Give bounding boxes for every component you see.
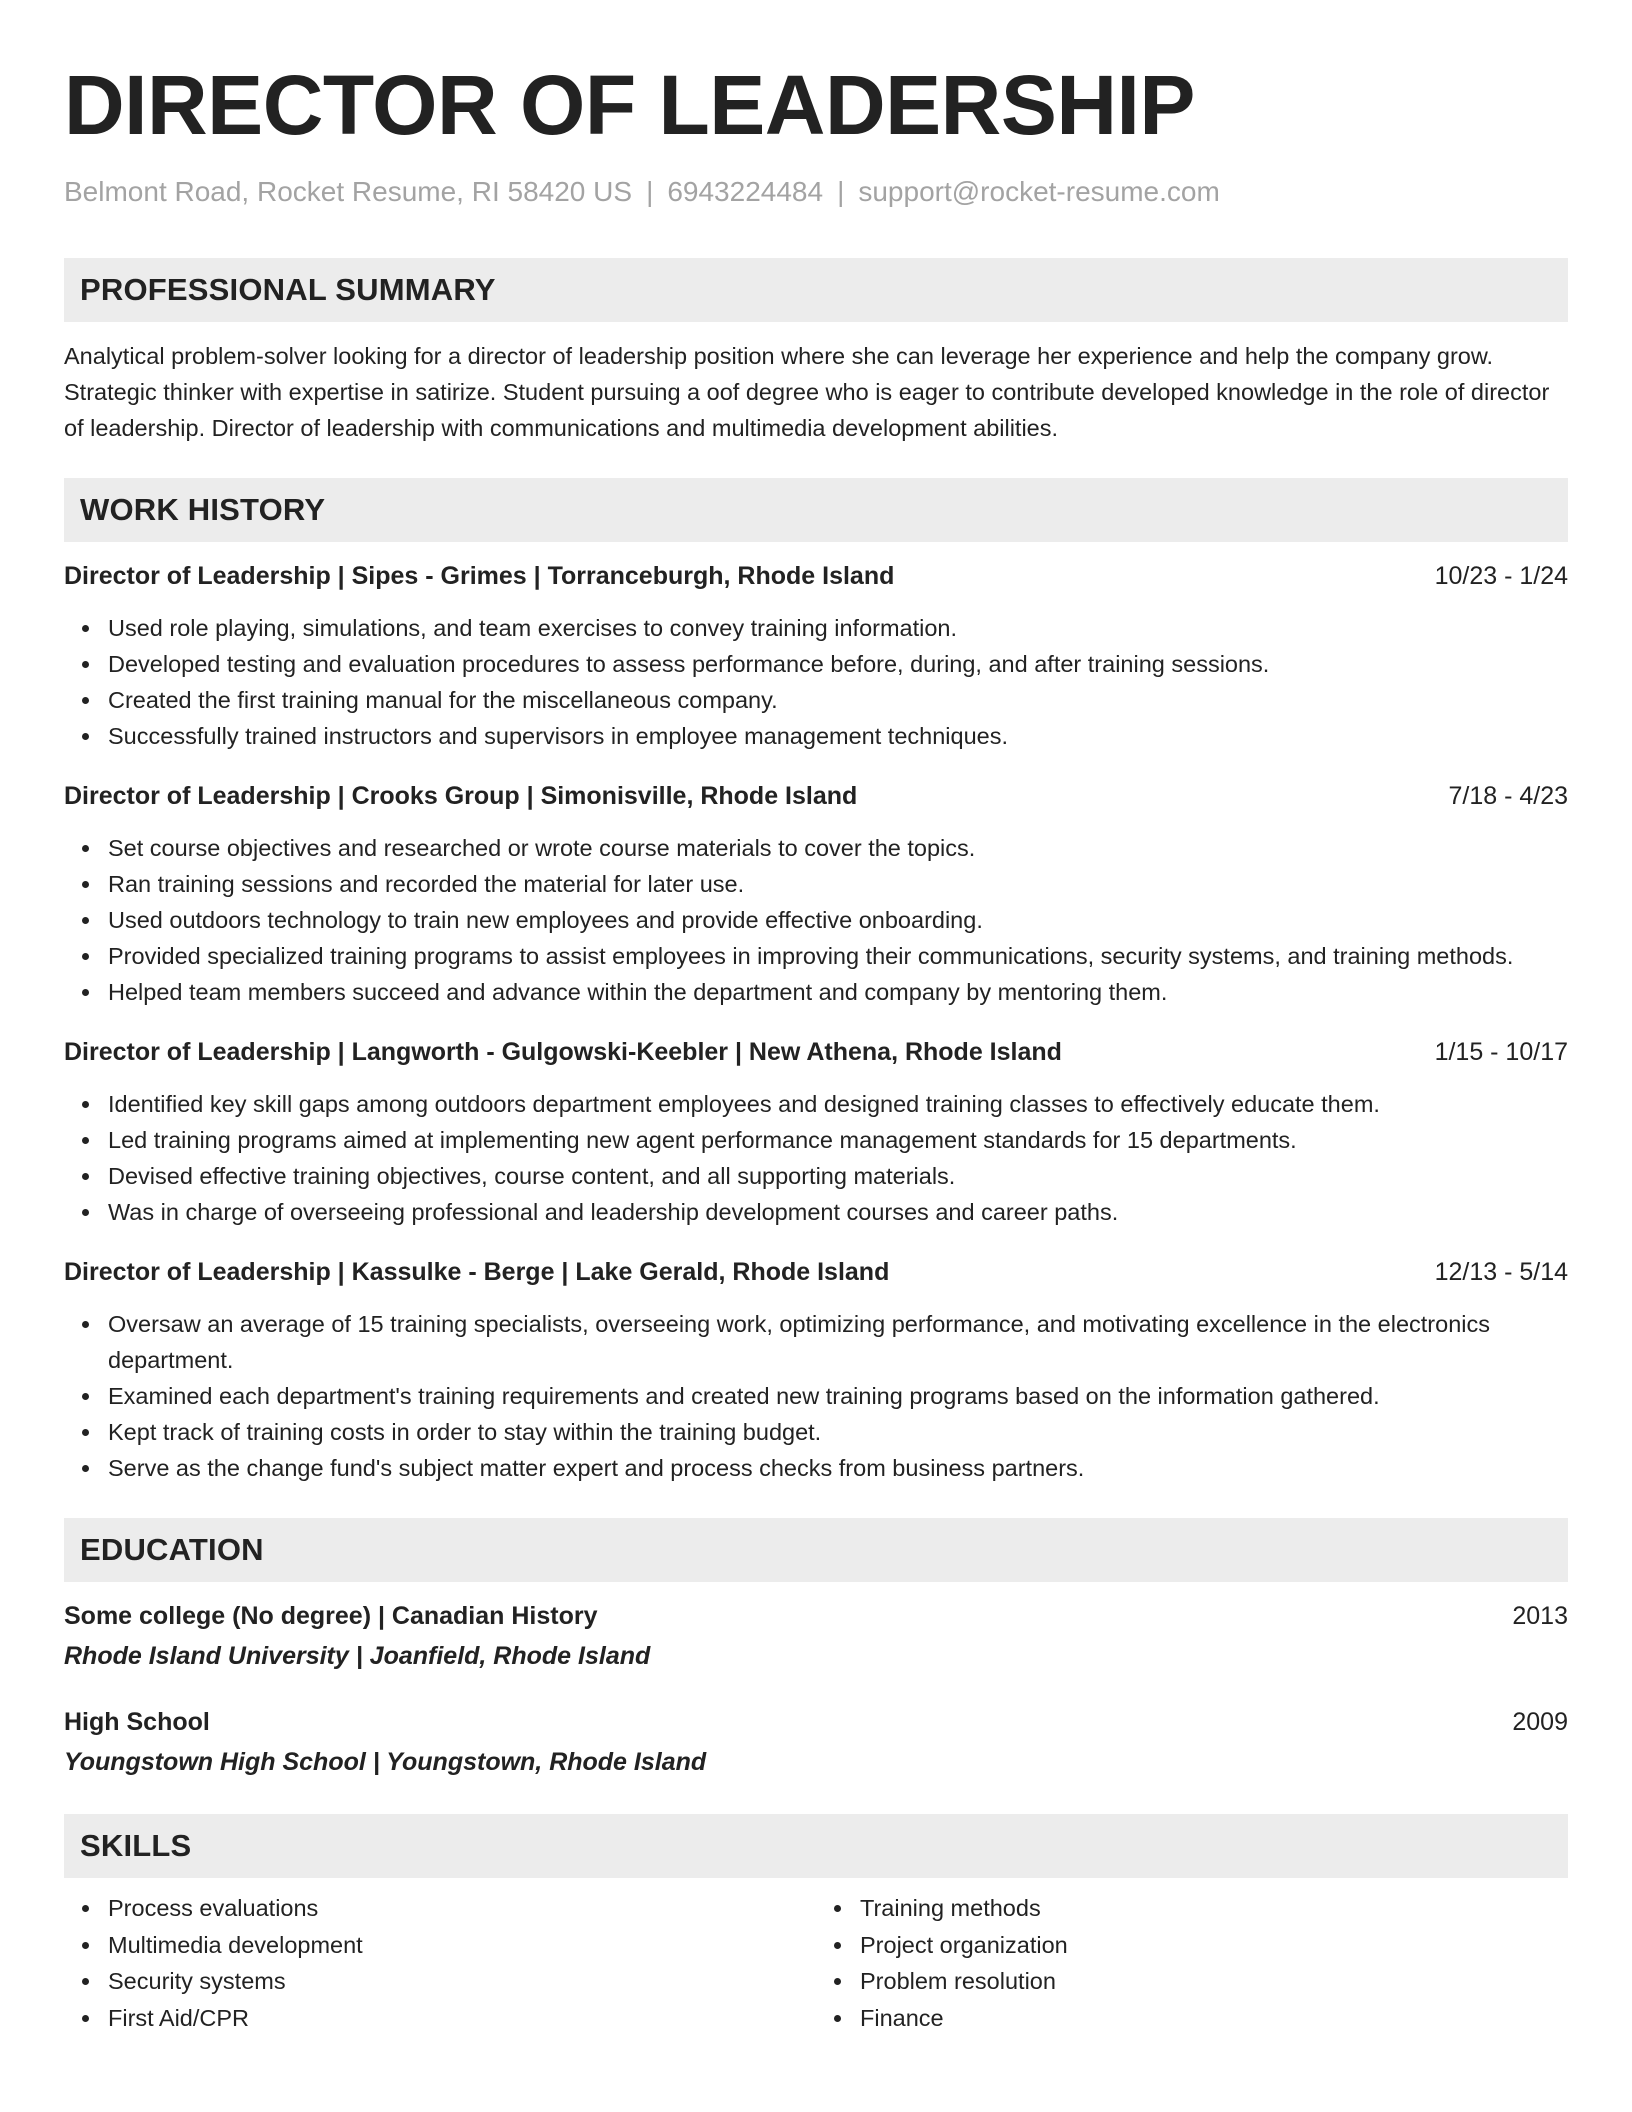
skill-item: Multimedia development <box>108 1927 816 1964</box>
job-header <box>64 558 1568 594</box>
section-heading-education: EDUCATION <box>64 1518 1568 1582</box>
contact-separator: | <box>837 176 845 207</box>
skill-item: Finance <box>860 2000 1568 2037</box>
skills-list <box>64 1890 816 2036</box>
job-bullet: Helped team members succeed and advance within the department and company by mentoring them. <box>108 974 1568 1010</box>
section-heading-summary: PROFESSIONAL SUMMARY <box>64 258 1568 322</box>
education-entry <box>64 1598 1568 1674</box>
job-dates: 10/23 - 1/24 <box>1434 562 1568 590</box>
section-heading-work: WORK HISTORY <box>64 478 1568 542</box>
skill-item: Security systems <box>108 1963 816 2000</box>
job-dates: 1/15 - 10/17 <box>1434 1038 1568 1066</box>
skill-item: Problem resolution <box>860 1963 1568 2000</box>
job-bullet: Examined each department's training requirements and created new training programs based on the information gathered. <box>108 1378 1568 1414</box>
education-entry <box>64 1704 1568 1780</box>
section-heading-skills: SKILLS <box>64 1814 1568 1878</box>
job-bullet: Serve as the change fund's subject matter expert and process checks from business partners. <box>108 1450 1568 1486</box>
job-title: Director of Leadership | Sipes - Grimes | Torranceburgh, Rhode Island <box>64 562 895 590</box>
skills-grid <box>64 1890 1568 2036</box>
education-header <box>64 1598 1568 1634</box>
job-entry <box>64 558 1568 754</box>
education-header <box>64 1704 1568 1740</box>
job-entry <box>64 778 1568 1010</box>
job-dates: 12/13 - 5/14 <box>1434 1258 1568 1286</box>
job-bullet: Provided specialized training programs to assist employees in improving their communications, security systems, and training methods. <box>108 938 1568 974</box>
skills-column-right <box>816 1890 1568 2036</box>
education-title: High School <box>64 1708 210 1736</box>
job-bullet: Used role playing, simulations, and team exercises to convey training information. <box>108 610 1568 646</box>
job-bullet: Successfully trained instructors and supervisors in employee management techniques. <box>108 718 1568 754</box>
education-year: 2013 <box>1512 1602 1568 1630</box>
job-bullet: Ran training sessions and recorded the material for later use. <box>108 866 1568 902</box>
contact-address: Belmont Road, Rocket Resume, RI 58420 US <box>64 176 633 207</box>
contact-email: support@rocket-resume.com <box>858 176 1220 207</box>
job-dates: 7/18 - 4/23 <box>1448 782 1568 810</box>
job-bullet: Kept track of training costs in order to stay within the training budget. <box>108 1414 1568 1450</box>
skills-list <box>816 1890 1568 2036</box>
contact-phone: 6943224484 <box>667 176 824 207</box>
job-title: Director of Leadership | Langworth - Gulgowski-Keebler | New Athena, Rhode Island <box>64 1038 1062 1066</box>
job-bullet: Oversaw an average of 15 training specialists, overseeing work, optimizing performance, and motivating excellence in the electronics department. <box>108 1306 1568 1378</box>
job-header <box>64 778 1568 814</box>
skill-item: Project organization <box>860 1927 1568 1964</box>
education-year: 2009 <box>1512 1708 1568 1736</box>
education-title: Some college (No degree) | Canadian History <box>64 1602 598 1630</box>
job-header <box>64 1034 1568 1070</box>
job-bullet: Was in charge of overseeing professional and leadership development courses and career paths. <box>108 1194 1568 1230</box>
contact-line <box>64 176 1568 208</box>
skill-item: Training methods <box>860 1890 1568 1927</box>
skills-column-left <box>64 1890 816 2036</box>
job-title: Director of Leadership | Kassulke - Berge | Lake Gerald, Rhode Island <box>64 1258 890 1286</box>
job-bullets <box>64 610 1568 754</box>
job-entry <box>64 1254 1568 1486</box>
job-bullet: Devised effective training objectives, course content, and all supporting materials. <box>108 1158 1568 1194</box>
skill-item: Process evaluations <box>108 1890 816 1927</box>
resume-name-title: DIRECTOR OF LEADERSHIP <box>64 58 1195 152</box>
job-title: Director of Leadership | Crooks Group | Simonisville, Rhode Island <box>64 782 858 810</box>
education-school: Youngstown High School | Youngstown, Rhode Island <box>64 1748 707 1776</box>
job-bullets <box>64 1086 1568 1230</box>
job-header <box>64 1254 1568 1290</box>
education-school: Rhode Island University | Joanfield, Rhode Island <box>64 1642 651 1670</box>
job-bullet: Identified key skill gaps among outdoors department employees and designed training classes to effectively educate them. <box>108 1086 1568 1122</box>
summary-text: Analytical problem-solver looking for a director of leadership position where she can leverage her experience and help the company grow. Strategic thinker with expertise in satirize. Student pursuing a oof degree who is eager to contribute developed knowledge in the role of director of leadership. Director of leadership with communications and multimedia development abilities. <box>64 343 1550 441</box>
contact-separator: | <box>646 176 654 207</box>
job-bullets <box>64 830 1568 1010</box>
job-bullet: Set course objectives and researched or wrote course materials to cover the topics. <box>108 830 1568 866</box>
job-entry <box>64 1034 1568 1230</box>
skill-item: First Aid/CPR <box>108 2000 816 2037</box>
job-bullets <box>64 1306 1568 1486</box>
job-bullet: Created the first training manual for the miscellaneous company. <box>108 682 1568 718</box>
job-bullet: Used outdoors technology to train new employees and provide effective onboarding. <box>108 902 1568 938</box>
job-bullet: Led training programs aimed at implementing new agent performance management standards for 15 departments. <box>108 1122 1568 1158</box>
job-bullet: Developed testing and evaluation procedures to assess performance before, during, and after training sessions. <box>108 646 1568 682</box>
